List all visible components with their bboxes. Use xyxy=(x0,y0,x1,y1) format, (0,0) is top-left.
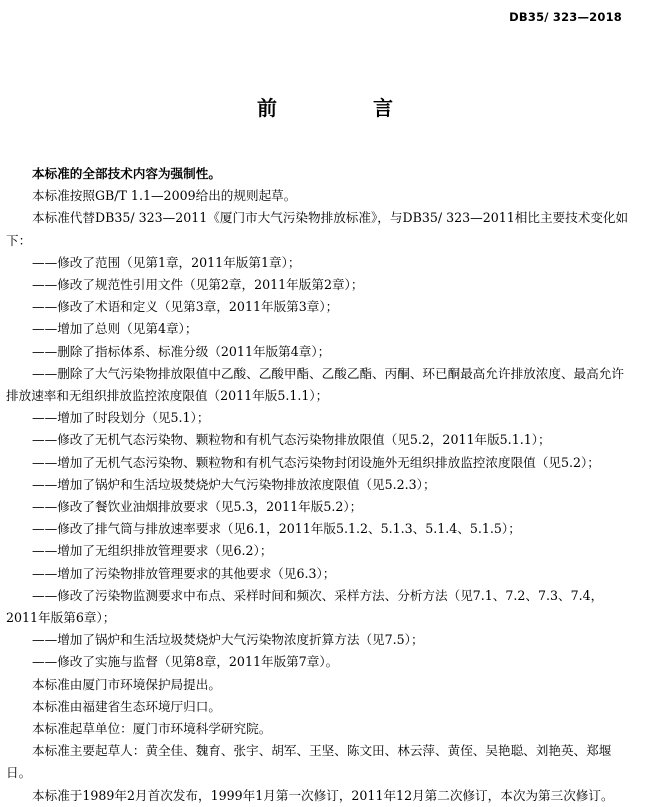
paragraph-drafting-rules: 本标准按照GB/T 1.1—2009给出的规则起草。 xyxy=(32,188,297,204)
paragraph-history: 本标准于1989年2月首次发布，1999年1月第一次修订，2011年12月第二次修订，本次为第三次修订。 xyxy=(32,787,614,803)
change-item: ——修改了排气筒与排放速率要求（见6.1，2011年版5.1.2、5.1.3、5.1.4、5.1.5）； xyxy=(32,521,521,537)
change-item: ——增加了时段划分（见5.1）； xyxy=(32,410,210,426)
change-item: ——增加了锅炉和生活垃圾焚烧炉大气污染物排放浓度限值（见5.2.3）； xyxy=(32,476,436,492)
document-code: DB35/ 323—2018 xyxy=(509,10,622,24)
page-title: 前 言 xyxy=(257,96,431,120)
change-item: ——修改了范围（见第1章，2011年版第1章）； xyxy=(32,254,301,270)
change-item: ——增加了污染物排放管理要求的其他要求（见6.3）； xyxy=(32,565,336,581)
change-item: ——修改了餐饮业油烟排放要求（见5.3，2011年版5.2）； xyxy=(32,499,363,515)
change-item: ——删除了大气污染物排放限值中乙酸、乙酸甲酯、乙酸乙酯、丙酮、环已酮最高允许排放浓度、最高允许排放速率和无组织排放监控浓度限值（2011年版5.1.1）； xyxy=(6,365,624,404)
change-item: ——修改了术语和定义（见第3章，2011年版第3章）； xyxy=(32,299,339,315)
paragraph-drafting-unit: 本标准起草单位：厦门市环境科学研究院。 xyxy=(32,721,272,737)
change-item: ——修改了规范性引用文件（见第2章，2011年版第2章）； xyxy=(32,277,364,293)
foreword-body xyxy=(6,163,631,807)
change-item: ——修改了无机气态污染物、颗粒物和有机气态污染物排放限值（见5.2，2011年版5.1.1）； xyxy=(32,432,551,448)
paragraph-administered-by: 本标准由福建省生态环境厅归口。 xyxy=(32,698,221,714)
paragraph-replacement: 本标准代替DB35/ 323—2011《厦门市大气污染物排放标准》，与DB35/ 323—2011相比主要技术变化如下： xyxy=(6,210,629,248)
paragraph-mandatory-statement: 本标准的全部技术内容为强制性。 xyxy=(32,166,221,181)
change-item: ——增加了无组织排放管理要求（见6.2）； xyxy=(32,543,273,559)
change-item: ——增加了无机气态污染物、颗粒物和有机气态污染物封闭设施外无组织排放监控浓度限值（见5.2）； xyxy=(32,454,600,470)
change-item: ——删除了指标体系、标准分级（2011年版第4章）； xyxy=(32,343,331,359)
change-item: ——增加了总则（见第4章）； xyxy=(32,321,198,337)
change-item: ——增加了锅炉和生活垃圾焚烧炉大气污染物浓度折算方法（见7.5）； xyxy=(32,632,424,648)
change-item: ——修改了实施与监督（见第8章，2011年版第7章）。 xyxy=(32,654,339,670)
paragraph-proposed-by: 本标准由厦门市环境保护局提出。 xyxy=(32,676,221,692)
paragraph-drafters: 本标准主要起草人：黄全佳、魏育、张宇、胡军、王坚、陈文田、林云萍、黄侄、吴艳聪、刘艳英、郑堰日。 xyxy=(6,743,612,781)
change-item: ——修改了污染物监测要求中布点、采样时间和频次、采样方法、分析方法（见7.1、7.2、7.3、7.4，2011年版第6章）； xyxy=(6,587,604,626)
